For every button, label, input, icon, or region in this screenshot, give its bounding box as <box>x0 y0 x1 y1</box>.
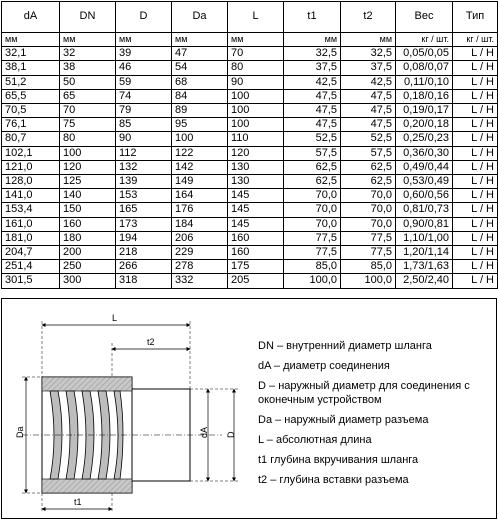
table-row <box>2 89 498 103</box>
table-cell: 100 <box>228 104 284 118</box>
table-cell: 70,0 <box>341 189 396 203</box>
table-cell: 38,1 <box>2 61 60 75</box>
table-cell: 84 <box>172 89 228 103</box>
table-cell: 206 <box>172 231 228 245</box>
table-cell: L / H <box>453 274 498 288</box>
table-cell: 200 <box>60 246 116 260</box>
diagram-panel <box>1 298 497 519</box>
table-cell: 70,0 <box>284 217 341 231</box>
legend <box>258 339 498 493</box>
fitting-diagram <box>2 299 252 518</box>
header-row <box>2 2 498 33</box>
unit-cell: мм <box>2 33 60 47</box>
table-cell: L / H <box>453 260 498 274</box>
table-cell: 62,5 <box>341 160 396 174</box>
table-cell: L / H <box>453 132 498 146</box>
header-L: L <box>228 2 284 33</box>
table-cell: 0,49/0,44 <box>396 160 453 174</box>
table-cell: 42,5 <box>341 75 396 89</box>
table-cell: L / H <box>453 175 498 189</box>
table-cell: 100 <box>172 132 228 146</box>
table-cell: 70 <box>228 47 284 61</box>
header-t1: t1 <box>284 2 341 33</box>
table-cell: 70 <box>60 104 116 118</box>
table-row <box>2 61 498 75</box>
table-cell: 173 <box>116 217 172 231</box>
table-cell: 70,5 <box>2 104 60 118</box>
unit-cell: мм <box>116 33 172 47</box>
table-cell: 46 <box>116 61 172 75</box>
table-cell: 122 <box>172 146 228 160</box>
table-row <box>2 274 498 288</box>
table-cell: 180 <box>60 231 116 245</box>
table-cell: 51,2 <box>2 75 60 89</box>
table-cell: 140 <box>60 189 116 203</box>
table-cell: 110 <box>228 132 284 146</box>
table-cell: 176 <box>172 203 228 217</box>
table-cell: 121,0 <box>2 160 60 174</box>
table-row <box>2 231 498 245</box>
legend-item: D – наружный диаметр для соединения с оконечным устройством <box>258 380 470 406</box>
unit-cell: мм <box>60 33 116 47</box>
table-cell: L / H <box>453 160 498 174</box>
table-cell: 47,5 <box>341 118 396 132</box>
table-cell: 139 <box>116 175 172 189</box>
legend-item: t2 – глубина вставки разъема <box>258 474 409 486</box>
table-row <box>2 132 498 146</box>
table-cell: 79 <box>116 104 172 118</box>
table-cell: 149 <box>172 175 228 189</box>
table-cell: 85,0 <box>284 260 341 274</box>
table-row <box>2 189 498 203</box>
unit-cell: мм <box>228 33 284 47</box>
table-cell: 1,20/1,14 <box>396 246 453 260</box>
table-cell: 160 <box>60 217 116 231</box>
table-cell: 250 <box>60 260 116 274</box>
table-cell: 90 <box>228 75 284 89</box>
table-cell: 32,1 <box>2 47 60 61</box>
table-cell: 52,5 <box>284 132 341 146</box>
table-cell: 47,5 <box>341 89 396 103</box>
table-row <box>2 175 498 189</box>
table-cell: 0,36/0,30 <box>396 146 453 160</box>
table-cell: 47,5 <box>284 118 341 132</box>
table-cell: 77,5 <box>341 231 396 245</box>
table-cell: 0,18/0,16 <box>396 89 453 103</box>
table-cell: 70,0 <box>284 189 341 203</box>
table-row <box>2 75 498 89</box>
table-cell: L / H <box>453 231 498 245</box>
table-cell: 62,5 <box>284 160 341 174</box>
table-cell: 80,7 <box>2 132 60 146</box>
table-cell: 0,05/0,05 <box>396 47 453 61</box>
table-cell: L / H <box>453 89 498 103</box>
header-DN: DN <box>60 2 116 33</box>
units-row <box>2 33 498 47</box>
legend-item: DN – внутренний диаметр шланга <box>258 340 432 352</box>
table-cell: L / H <box>453 61 498 75</box>
table-cell: 65 <box>60 89 116 103</box>
table-cell: 85 <box>116 118 172 132</box>
dim-label-L: L <box>112 313 118 323</box>
table-cell: 85,0 <box>341 260 396 274</box>
header-D: D <box>116 2 172 33</box>
unit-cell: мм <box>172 33 228 47</box>
table-cell: 128,0 <box>2 175 60 189</box>
table-row <box>2 146 498 160</box>
table-cell: 32 <box>60 47 116 61</box>
dim-label-t1: t1 <box>74 497 82 507</box>
table-cell: 80 <box>60 132 116 146</box>
table-cell: 80 <box>228 61 284 75</box>
table-cell: 59 <box>116 75 172 89</box>
table-row <box>2 217 498 231</box>
unit-cell: кг / шт. <box>453 33 498 47</box>
table-cell: 0,90/0,81 <box>396 217 453 231</box>
table-cell: 132 <box>116 160 172 174</box>
legend-item: dA – диаметр соединения <box>258 360 390 372</box>
table-cell: 130 <box>228 175 284 189</box>
table-cell: 0,20/0,18 <box>396 118 453 132</box>
unit-cell: мм <box>284 33 341 47</box>
table-cell: 301,5 <box>2 274 60 288</box>
table-cell: 70,0 <box>284 203 341 217</box>
table-cell: 153 <box>116 189 172 203</box>
table-cell: 300 <box>60 274 116 288</box>
table-cell: 62,5 <box>284 175 341 189</box>
table-cell: 42,5 <box>284 75 341 89</box>
dim-label-D: D <box>226 431 236 438</box>
table-cell: 150 <box>60 203 116 217</box>
table-cell: 47,5 <box>341 104 396 118</box>
table-cell: 89 <box>172 104 228 118</box>
table-cell: 112 <box>116 146 172 160</box>
table-cell: 68 <box>172 75 228 89</box>
header-dA: dA <box>2 2 60 33</box>
table-row <box>2 260 498 274</box>
table-cell: 160 <box>228 231 284 245</box>
table-cell: 76,1 <box>2 118 60 132</box>
table-cell: 77,5 <box>284 246 341 260</box>
table-cell: 175 <box>228 260 284 274</box>
table-cell: 37,5 <box>341 61 396 75</box>
table-cell: 1,73/1,63 <box>396 260 453 274</box>
table-cell: L / H <box>453 47 498 61</box>
table-cell: 37,5 <box>284 61 341 75</box>
table-cell: 218 <box>116 246 172 260</box>
table-cell: L / H <box>453 75 498 89</box>
table-cell: 100,0 <box>284 274 341 288</box>
table-cell: 142 <box>172 160 228 174</box>
table-cell: 0,81/0,73 <box>396 203 453 217</box>
table-cell: 266 <box>116 260 172 274</box>
table-cell: 165 <box>116 203 172 217</box>
table-cell: 120 <box>60 160 116 174</box>
table-cell: 70,0 <box>341 217 396 231</box>
unit-cell: кг / шт. <box>396 33 453 47</box>
legend-item: Da – наружный диаметр разъема <box>258 414 429 426</box>
table-cell: 0,25/0,23 <box>396 132 453 146</box>
table-cell: 251,4 <box>2 260 60 274</box>
table-cell: 95 <box>172 118 228 132</box>
table-cell: 39 <box>116 47 172 61</box>
table-cell: 145 <box>228 189 284 203</box>
table-cell: 47 <box>172 47 228 61</box>
table-cell: 145 <box>228 203 284 217</box>
table-cell: 77,5 <box>284 231 341 245</box>
table-cell: 160 <box>228 246 284 260</box>
table-cell: 38 <box>60 61 116 75</box>
table-cell: 161,0 <box>2 217 60 231</box>
table-row <box>2 160 498 174</box>
table-cell: 32,5 <box>284 47 341 61</box>
table-cell: 50 <box>60 75 116 89</box>
table-cell: 32,5 <box>341 47 396 61</box>
table-cell: 62,5 <box>341 175 396 189</box>
table-cell: 332 <box>172 274 228 288</box>
table-cell: L / H <box>453 217 498 231</box>
header-type: Тип <box>453 2 498 33</box>
table-cell: L / H <box>453 146 498 160</box>
table-cell: 181,0 <box>2 231 60 245</box>
table-cell: 100 <box>228 118 284 132</box>
table-cell: 0,60/0,56 <box>396 189 453 203</box>
unit-cell: мм <box>341 33 396 47</box>
spec-table <box>1 1 498 289</box>
table-cell: 184 <box>172 217 228 231</box>
table-cell: 54 <box>172 61 228 75</box>
table-cell: 100 <box>228 89 284 103</box>
table-cell: 125 <box>60 175 116 189</box>
dim-label-Da: Da <box>15 426 25 438</box>
table-cell: L / H <box>453 246 498 260</box>
table-cell: 0,53/0,49 <box>396 175 453 189</box>
table-cell: 278 <box>172 260 228 274</box>
table-cell: 70,0 <box>341 203 396 217</box>
table-cell: 102,1 <box>2 146 60 160</box>
legend-item: t1 глубина вкручивания шланга <box>258 454 419 466</box>
table-cell: 74 <box>116 89 172 103</box>
table-cell: 47,5 <box>284 104 341 118</box>
table-cell: 0,19/0,17 <box>396 104 453 118</box>
table-cell: L / H <box>453 203 498 217</box>
table-cell: 145 <box>228 217 284 231</box>
table-row <box>2 246 498 260</box>
table-cell: 120 <box>228 146 284 160</box>
table-cell: 57,5 <box>341 146 396 160</box>
header-weight: Вес <box>396 2 453 33</box>
table-cell: 0,11/0,10 <box>396 75 453 89</box>
table-row <box>2 203 498 217</box>
legend-item: L – абсолютная длина <box>258 434 372 446</box>
table-cell: 65,5 <box>2 89 60 103</box>
table-cell: L / H <box>453 189 498 203</box>
table-cell: 2,50/2,40 <box>396 274 453 288</box>
table-row <box>2 47 498 61</box>
table-cell: 47,5 <box>284 89 341 103</box>
table-cell: 1,10/1,00 <box>396 231 453 245</box>
table-cell: 77,5 <box>341 246 396 260</box>
fitting-body <box>22 377 222 493</box>
header-Da: Da <box>172 2 228 33</box>
table-cell: 229 <box>172 246 228 260</box>
table-cell: 204,7 <box>2 246 60 260</box>
table-cell: 141,0 <box>2 189 60 203</box>
table-cell: 205 <box>228 274 284 288</box>
header-t2: t2 <box>341 2 396 33</box>
dim-label-t2: t2 <box>147 337 155 347</box>
table-cell: 75 <box>60 118 116 132</box>
table-cell: 100 <box>60 146 116 160</box>
table-cell: 164 <box>172 189 228 203</box>
table-row <box>2 104 498 118</box>
table-row <box>2 118 498 132</box>
table-cell: 52,5 <box>341 132 396 146</box>
table-cell: 194 <box>116 231 172 245</box>
dim-label-dA: dA <box>199 426 209 438</box>
table-cell: 100,0 <box>341 274 396 288</box>
table-cell: 153,4 <box>2 203 60 217</box>
table-cell: 57,5 <box>284 146 341 160</box>
table-cell: L / H <box>453 104 498 118</box>
table-cell: L / H <box>453 118 498 132</box>
table-cell: 318 <box>116 274 172 288</box>
table-cell: 130 <box>228 160 284 174</box>
table-cell: 0,08/0,07 <box>396 61 453 75</box>
table-cell: 90 <box>116 132 172 146</box>
